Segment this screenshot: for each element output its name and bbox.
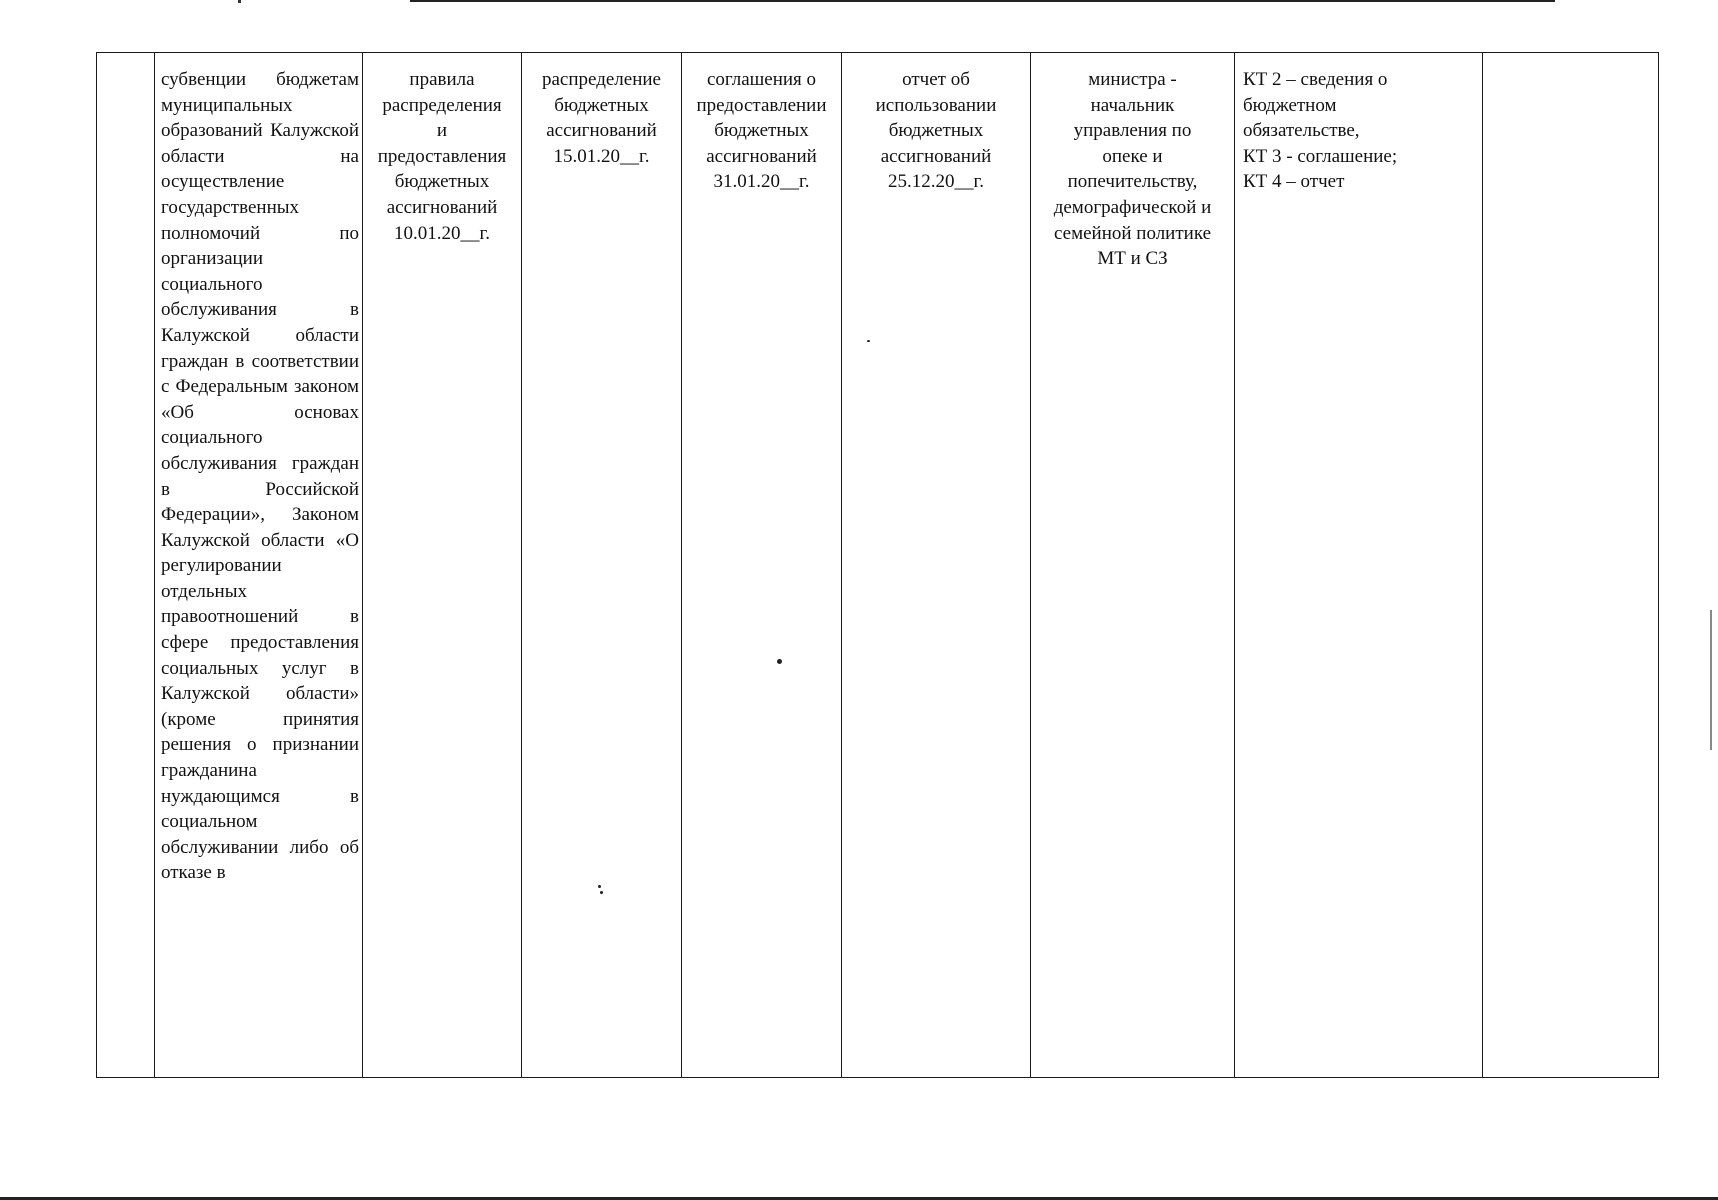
cell-checkpoints-line: КТ 2 – сведения о — [1243, 69, 1388, 90]
scan-edge-top — [410, 0, 1555, 2]
cell-report-line: использовании — [875, 94, 997, 116]
cell-report-line: бюджетных — [888, 120, 984, 142]
cell-agreement-date: 31.01.20__г. — [713, 171, 810, 193]
cell-distribution-line: бюджетных — [554, 94, 649, 116]
cell-distribution-line: распределение — [541, 69, 661, 90]
cell-number — [97, 53, 155, 1078]
cell-agreement-line: соглашения о — [706, 69, 817, 90]
cell-rules-line: предоставления — [377, 145, 507, 167]
cell-responsible-line: управления по — [1073, 120, 1192, 142]
cell-rules-date: 10.01.20__г. — [394, 222, 490, 244]
cell-responsible — [1031, 53, 1235, 1078]
cell-rules-line: ассигнований — [386, 196, 498, 218]
cell-report-line: ассигнований — [880, 145, 992, 167]
cell-responsible-line: демографической и — [1053, 196, 1212, 218]
cell-agreement-line: бюджетных — [714, 120, 809, 142]
cell-name — [155, 53, 363, 1078]
cell-checkpoints-line: КТ 4 – отчет — [1243, 171, 1345, 193]
cell-report — [842, 53, 1031, 1078]
cell-checkpoints-line: КТ 3 - соглашение; — [1243, 145, 1398, 167]
cell-responsible-line: начальник — [1090, 94, 1175, 116]
cell-report-line: отчет об — [902, 69, 970, 90]
cell-responsible-line: МТ и СЗ — [1097, 248, 1168, 270]
cell-responsible-line: министра - — [1088, 69, 1177, 90]
cell-rules-line: распределения — [382, 94, 502, 116]
cell-responsible-line: опеке и — [1102, 145, 1163, 167]
scan-mark-top-left — [238, 0, 241, 3]
table-row — [97, 53, 1659, 1078]
cell-checkpoints — [1235, 53, 1483, 1078]
cell-checkpoints-line: бюджетном — [1243, 94, 1337, 116]
cell-distribution-date: 15.01.20__г. — [553, 145, 650, 167]
scan-speck — [598, 885, 601, 888]
scan-speck — [867, 340, 870, 342]
cell-rules-line: правила — [409, 69, 475, 90]
cell-name-text: субвенции бюджетам муниципальных образований Калужской области на осуществление государственных полномочий по организации социального обслуживания в Калужской области граждан в соответствии с Федеральным законом «Об основах социального обслуживания граждан в Российской Федерации», Законом Калужской области «О регулировании отдельных правоотношений в сфере предоставления социальных услуг в Калужской области» (кроме принятия решения о признании гражданина нуждающимся в социальном обслуживании либо об отказе в — [161, 69, 359, 884]
cell-responsible-line: семейной политике — [1053, 222, 1212, 244]
cell-responsible-line: попечительству, — [1067, 171, 1198, 193]
cell-rules-line: бюджетных — [394, 171, 490, 193]
cell-distribution — [522, 53, 682, 1078]
cell-report-date: 25.12.20__г. — [888, 171, 984, 193]
cell-agreement — [682, 53, 842, 1078]
cell-agreement-line: предоставлении — [696, 94, 827, 116]
scan-speck — [777, 659, 782, 664]
scan-speck — [600, 891, 603, 894]
document-table — [96, 52, 1659, 1078]
cell-agreement-line: ассигнований — [706, 145, 817, 167]
cell-rules — [363, 53, 522, 1078]
cell-distribution-line: ассигнований — [546, 120, 657, 142]
cell-checkpoints-line: обязательстве, — [1243, 120, 1360, 142]
cell-rules-line: и — [436, 120, 448, 142]
scan-mark-right-edge — [1710, 610, 1712, 750]
cell-last — [1483, 53, 1659, 1078]
